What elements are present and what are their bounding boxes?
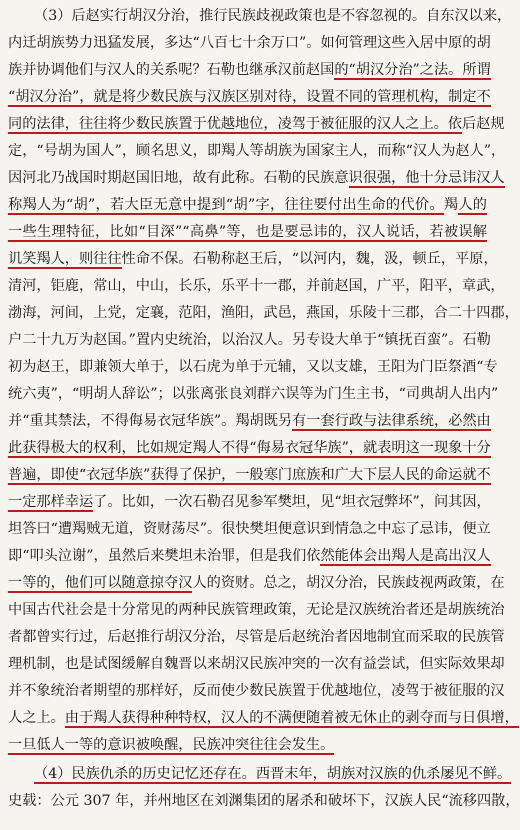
underlined-passage: 一些生理特征，比如“目深”“高鼻”等，也是要忌讳的，汉人说话，若被误解 (8, 224, 487, 240)
text-line: 中国古代社会是十分常见的两种民族管理政策，无论是汉族统治者还是胡族统治 (8, 602, 505, 618)
text-line: 人之上。由于羯人获得种种特权，汉人的不满便随着被无休止的剥夺而与日俱增， (8, 710, 519, 726)
text-line: 称羯人为“胡”，若大臣无意中提到“胡”字，往往要付出生命的代价。羯人的 (8, 197, 487, 213)
text-line (8, 733, 487, 757)
underlined-passage: 普遍，即使“衣冠华族”获得了保护，一般寒门庶族和广大下层人民的命运就不 (8, 467, 491, 483)
text-line: （3）后赵实行胡汉分治，推行民族歧视政策也是不容忽视的。自东汉以来， (34, 8, 512, 24)
underlined-passage: 识很强，他十分忌讳汉人 (348, 170, 505, 186)
text-line: 户二十九万为赵国。”置内史统治，以治汉人。另专设大单于“镇抚百蛮”。石勒 (8, 332, 491, 348)
text-line (8, 463, 491, 487)
underlined-passage: 然能体会出羯人是高出汉人 (320, 548, 491, 564)
underlined-passage: 一定那样幸运 (8, 494, 94, 510)
text-line: 同的法律，往往将少数民族置于优越地位，凌驾于被征服的汉人之上。依后赵规 (8, 116, 505, 132)
text-line: 定，“号胡为国人”，顾名思义，即羯人等胡族为国家主人，而称“汉人为赵人”， (8, 143, 506, 159)
underlined-passage: “胡汉分治”，就是将少数民族与汉族区别对待，设置不同的管理机构，制定不 (8, 89, 491, 105)
underlined-passage: （4）民族仇杀的历史记忆还存在。西晋末年，胡族对汉族的仇杀屡见不鲜。 (34, 766, 512, 782)
text-line: 讥笑羯人，则往往性命不保。石勒称赵王后，“以河内，魏，汲，顿丘，平原， (8, 251, 498, 267)
text-line (34, 762, 512, 786)
underlined-passage: 讥笑羯人，则往往 (8, 251, 122, 267)
underlined-passage: 此获得极大的权利，比如规定羯人不得“侮易衣冠华族”，就表明这一现象十分 (8, 440, 491, 456)
text-line: 因河北乃战国时期赵国旧地，故有此称。石勒的民族意识很强，他十分忌讳汉人 (8, 170, 505, 186)
text-line: 坦答曰“遭羯贼无道，资财荡尽”。很快樊坦便意识到情急之中忘了忌讳，便立 (8, 521, 491, 537)
text-line: 统六夷”，“明胡人辞讼”；以张离张良刘群六误等为门生主书，“司典胡人出内” (8, 386, 499, 402)
text-line (8, 85, 491, 109)
text-line: 渤海，河间，上党，定襄，范阳，渔阳，武邑，燕国，乐陵十三郡，合二十四郡， (8, 305, 519, 321)
text-line: 内迁胡族势力迅猛发展，多达“八百七十余万口”。如何管理这些入居中原的胡 (8, 35, 491, 51)
underlined-passage: 人的 (458, 197, 487, 213)
underlined-passage: 的“胡汉分治”之法。所谓 (334, 62, 491, 78)
underlined-passage: 称羯人为“胡”，若大臣无意中提到“胡”字，往往要付出生命的代价。 (8, 197, 444, 213)
text-line: 者都曾实行过，后赵推行胡汉分治，尽管是后赵统治者因地制宜而采取的民族管 (8, 629, 505, 645)
text-line: 族并协调他们与汉人的关系呢？石勒也继承汉前赵国的“胡汉分治”之法。所谓 (8, 62, 491, 78)
underlined-passage: 同的法律，往往将少数民族置于优越地位，凌驾于被征服的汉人之上。依 (8, 116, 463, 132)
text-line: 即“叩头泣谢”，虽然后来樊坦未治罪，但是我们依然能体会出羯人是高出汉人 (8, 548, 491, 564)
text-line: 并“重其禁法，不得侮易衣冠华族”。羯胡既另有一套行政与法律系统，必然由 (8, 413, 491, 429)
text-line: 初为赵王，即兼领大单于，以石虎为单于元辅，又以支雄，王阳为门臣祭酒“专 (8, 359, 498, 375)
text-line: 一等的，他们可以随意掠夺汉人的资财。总之，胡汉分治，民族歧视两政策，在 (8, 575, 505, 591)
text-line: 并不象统治者期望的那样好，反而使少数民族置于优越地位，凌驾于被征服的汉 (8, 683, 505, 699)
text-line (8, 436, 491, 460)
text-line: 理机制，也是试图缓解自魏晋以来胡汉民族冲突的一次有益尝试，但实际效果却 (8, 656, 505, 672)
text-line (8, 220, 487, 244)
underlined-passage: 一等的，他们可以随意掠夺汉 (8, 575, 193, 591)
underlined-passage: 有一套行政与法律系统，必然由 (292, 413, 491, 429)
underlined-passage: 由于羯人获得种种特权，汉人的不满便随着被无休止的剥夺而与日俱增， (64, 710, 519, 726)
text-line: 清河，钜鹿，常山，中山，长乐，乐平十一郡，并前赵国，广平，阳平，章武， (8, 278, 505, 294)
text-line: 史载：公元 307 年，并州地区在刘渊集团的屠杀和破坏下，汉族人民“流移四散， (8, 793, 520, 809)
text-line: 一定那样幸运了。比如，一次石勒召见参军樊坦，见“坦衣冠弊坏”，问其因， (8, 494, 491, 510)
underlined-passage: 一旦低人一等的意识被唤醒，民族冲突往往会发生。 (8, 737, 335, 753)
